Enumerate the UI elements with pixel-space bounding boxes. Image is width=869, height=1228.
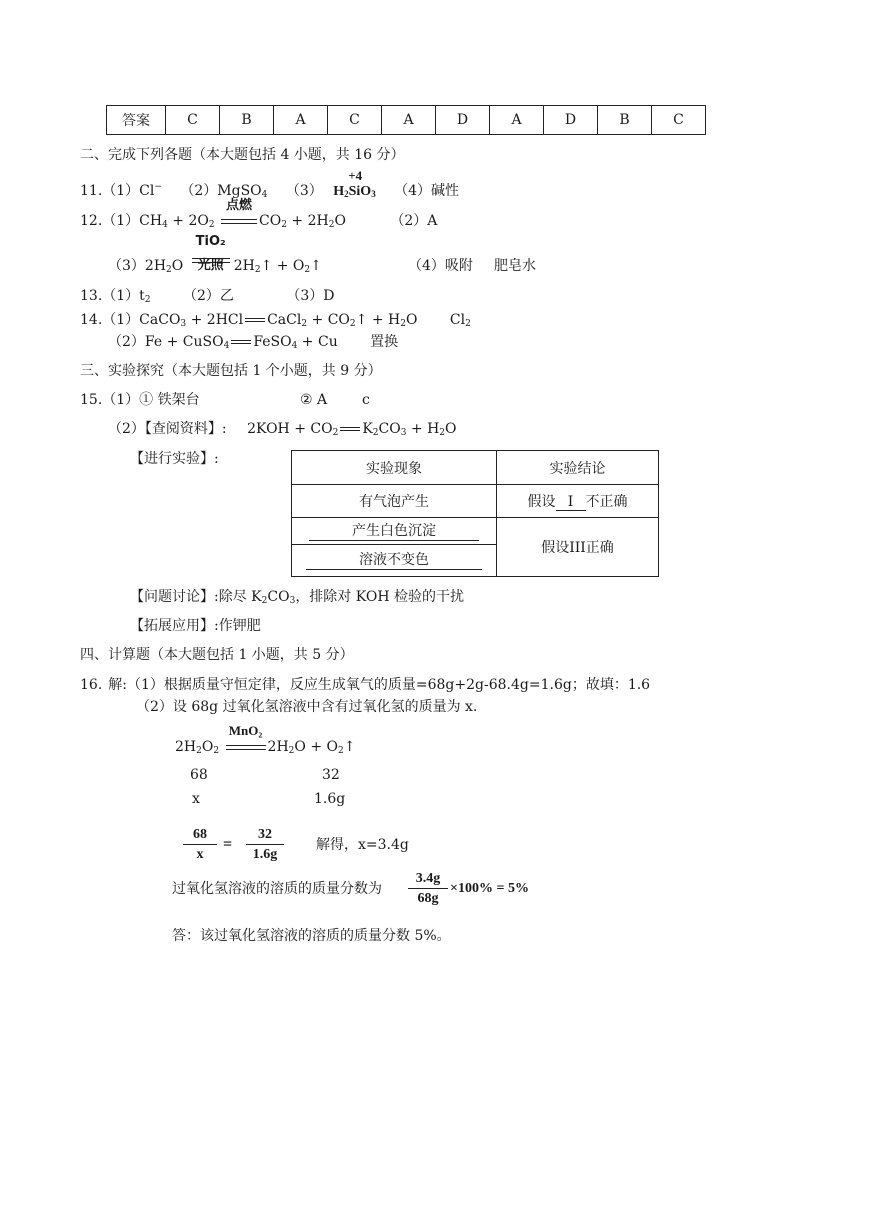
q15-ext-label: 【拓展应用】: [130, 618, 219, 634]
q12-l2-cond-bot: 光照 [197, 258, 224, 273]
experiment-header-conclusion: 实验结论 [497, 451, 659, 485]
answer-cell-5: A [382, 106, 436, 135]
q13-num: 13. [80, 288, 103, 304]
q16-pct-frac [408, 870, 448, 909]
answer-cell-8: D [544, 106, 598, 135]
section4-title: 四、计算题（本大题包括 1 小题，共 5 分） [80, 647, 354, 663]
q14-l1-sub5: 2 [465, 319, 471, 329]
q12-line1 [80, 198, 438, 230]
experiment-r2c1 [292, 518, 497, 545]
q16-eq-eqsign [226, 745, 266, 750]
q14-l1-sub1: 3 [180, 319, 187, 329]
q15-discussion-b: CO [267, 589, 290, 605]
q11-line [80, 168, 460, 201]
experiment-table [291, 450, 659, 577]
q12-l1-eqsign [221, 219, 257, 224]
q14-line2 [108, 333, 398, 351]
q15-l2-sub3: 3 [400, 428, 407, 438]
answer-cell-1: C [166, 106, 220, 135]
q14-l1-f: O [405, 312, 418, 328]
q16-solve: 解得，x=3.4g [316, 837, 409, 853]
q12-l1-b: + 2O [167, 213, 209, 229]
q13-p1-sub: 2 [144, 295, 151, 305]
experiment-r2c1-text: 产生白色沉淀 [309, 522, 479, 541]
q11-p2-sub: 4 [261, 190, 268, 200]
q15-l2-sub4: 2 [439, 428, 446, 438]
q15-discussion-sub2: 3 [289, 596, 296, 606]
q15-line2 [108, 420, 457, 438]
q12-l2-p4: （4）吸附 [408, 258, 473, 274]
q16-pct-tail: ×100% = 5% [450, 881, 529, 896]
answer-cell-10: C [652, 106, 706, 135]
q16-eq-b: O [201, 739, 214, 755]
q15-l2-sub2: 2 [372, 428, 379, 438]
q11-num: 11. [80, 183, 103, 199]
q15-l2-c: K [362, 421, 373, 437]
section3-title: 三、实验探究（本大题包括 1 个小题，共 9 分） [80, 363, 382, 379]
answer-cell-2: B [220, 106, 274, 135]
experiment-header-row [292, 451, 659, 485]
q14-l1-sub3: 2 [349, 319, 356, 329]
q11-formula-sub1: 2 [344, 189, 349, 199]
q16-m1: 68 [190, 767, 208, 783]
q12-l2-a: （3）2H [108, 258, 167, 274]
answer-table [106, 105, 706, 135]
q13-p1: （1）t [102, 288, 145, 304]
q13-p3: （3）D [286, 288, 335, 304]
q15-l2-b: 2KOH + CO [247, 421, 333, 437]
q12-l2-b: O [171, 258, 184, 274]
q16-eq-sub1: 2 [196, 746, 202, 756]
answer-cell-9: B [598, 106, 652, 135]
q11-valence: +4 [348, 168, 363, 183]
q11-p1: （1）Cl [102, 183, 155, 199]
q12-l1-condition [221, 198, 257, 230]
q16-l2: （2）设 68g 过氧化氢溶液中含有过氧化氢的质量为 x. [136, 699, 478, 715]
q13-p2: （2）乙 [183, 288, 234, 304]
q11-formula [333, 168, 376, 201]
q15-discussion-c: ，排除对 KOH 检验的干扰 [295, 589, 464, 605]
section2-title: 二、完成下列各题（本大题包括 4 小题，共 16 分） [80, 147, 405, 163]
q16-eq-e: ↑ [343, 739, 356, 755]
q16-line1 [80, 676, 650, 694]
q11-p3: （3） [285, 183, 323, 199]
q12-l2-e: ↑ [310, 258, 322, 274]
q16-frac1-num: 68 [193, 827, 207, 842]
q15-extension [130, 617, 261, 635]
q16-frac1 [183, 826, 217, 865]
q16-eq-cond-text: MnO₂ [228, 723, 263, 738]
q14-l1-b: + 2HCl [186, 312, 244, 328]
q16-v2: 1.6g [314, 791, 346, 807]
q16-eq-condition [226, 723, 266, 756]
q15-l2-f: O [445, 421, 457, 437]
q16-frac2-num: 32 [258, 827, 272, 842]
q12-l1-a: （1）CH [102, 213, 163, 229]
experiment-r1c2-b: 不正确 [585, 494, 628, 510]
q15-l1-c: c [362, 392, 370, 408]
q16-v1: x [192, 791, 200, 807]
q16-eq-a: 2H [175, 739, 197, 755]
q12-num: 12. [80, 213, 103, 229]
q14-l1-c: CaCl [267, 312, 302, 328]
experiment-r1c2-a: 假设 [527, 494, 556, 510]
q12-l2-sub2: 2 [254, 265, 261, 275]
q14-l2-b: FeSO [253, 334, 292, 350]
q16-pct-num: 3.4g [415, 871, 441, 886]
q16-num: 16. [80, 677, 103, 693]
q14-line1 [80, 311, 471, 329]
q12-l2-condition [192, 234, 230, 275]
q14-l1-sub4: 2 [400, 319, 406, 329]
q14-l1-g: Cl [449, 312, 466, 328]
q12-l2-c: 2H [233, 258, 255, 274]
q14-l2-d: 置换 [370, 334, 399, 350]
q15-l2-a: （2）【查阅资料】: [108, 421, 227, 437]
q16-eq-sub4: 2 [337, 746, 344, 756]
q12-l2-sub1: 2 [166, 265, 172, 275]
q16-m2: 32 [322, 767, 340, 783]
q16-eq-sub2: 2 [213, 746, 220, 756]
q14-l1-d: + CO [307, 312, 350, 328]
q16-frac1-den: x [183, 844, 217, 865]
q14-l2-sub1: 4 [223, 341, 230, 351]
q12-l2-cond-top: TiO₂ [195, 234, 226, 249]
answer-cell-3: A [274, 106, 328, 135]
q12-l1-sub3: 2 [281, 220, 287, 230]
q11-p4: （4）碱性 [394, 183, 460, 199]
experiment-r3c1-text: 溶液不变色 [306, 551, 482, 570]
q16-frac2 [246, 826, 284, 865]
q15-l2-d: CO [378, 421, 401, 437]
q15-discussion-sub1: 2 [261, 596, 268, 606]
q12-l1-p2: （2）A [390, 213, 438, 229]
q12-l1-sub2: 2 [208, 220, 215, 230]
q11-formula-sub2: 3 [371, 189, 376, 199]
q16-answer: 答：该过氧化氢溶液的溶质的质量分数 5%。 [172, 928, 451, 944]
q12-l1-c: CO [259, 213, 282, 229]
q12-l1-d: + 2H [286, 213, 329, 229]
q16-eq-sub3: 2 [288, 746, 295, 756]
answer-cell-6: D [436, 106, 490, 135]
q15-l1-a: （1）① 铁架台 [102, 392, 200, 408]
q14-l2-c: + Cu [297, 334, 338, 350]
q14-l2-a: （2）Fe + CuSO [108, 334, 224, 350]
q15-l1-b: ② A [300, 392, 328, 408]
answer-row [107, 106, 706, 135]
q15-l2-eqsign [340, 427, 360, 431]
q15-discussion [130, 588, 464, 606]
q15-experiment-label: 【进行实验】: [130, 451, 219, 467]
q11-p2: （2）MgSO [180, 183, 262, 199]
q15-num: 15. [80, 392, 103, 408]
q16-eq-c: 2H [267, 739, 289, 755]
q14-l1-sub2: 2 [301, 319, 308, 329]
q12-line2 [108, 234, 322, 275]
q14-l1-e: ↑ + H [355, 312, 401, 328]
q14-l1-a: （1）CaCO [102, 312, 181, 328]
q12-l1-sub4: 2 [328, 220, 335, 230]
q16-frac2-den: 1.6g [246, 844, 284, 865]
q14-l2-eqsign [231, 340, 251, 344]
q12-l2-sub3: 2 [304, 265, 311, 275]
experiment-row [292, 518, 659, 545]
experiment-r1c1: 有气泡产生 [292, 485, 497, 518]
answer-cell-4: C [328, 106, 382, 135]
q16-frac-eq: = [223, 836, 233, 853]
experiment-row [292, 485, 659, 518]
q13-line [80, 287, 335, 305]
q14-num: 14. [80, 312, 103, 328]
q15-discussion-label: 【问题讨论】: [130, 589, 219, 605]
q12-l1-e: O [334, 213, 346, 229]
q15-l2-e: + H [406, 421, 440, 437]
q12-l1-cond-text: 点燃 [226, 198, 253, 213]
experiment-header-phenomenon: 实验现象 [292, 451, 497, 485]
experiment-r23c2: 假设III正确 [497, 518, 659, 577]
q16-equation [175, 723, 356, 756]
answer-cell-7: A [490, 106, 544, 135]
q16-eq-d: O + O [294, 739, 338, 755]
experiment-r1c2-blank: I [556, 494, 586, 511]
q11-p1-sup: − [154, 182, 162, 192]
q14-l1-eqsign [245, 318, 265, 322]
experiment-r1c2 [497, 485, 659, 518]
q12-l2-d: ↑ + O [260, 258, 305, 274]
answer-header: 答案 [107, 106, 166, 135]
q12-l1-sub1: 4 [162, 220, 168, 230]
q15-discussion-a: 除尽 K [218, 589, 262, 605]
q16-pct-den: 68g [408, 888, 448, 909]
experiment-r3c1 [292, 545, 497, 577]
q11-formula-b: SiO [348, 184, 372, 199]
q12-l2-p4b: 肥皂水 [494, 258, 536, 274]
q16-l1: 解:（1）根据质量守恒定律，反应生成氧气的质量=68g+2g-68.4g=1.6g；故填：1.6 [108, 677, 651, 693]
q14-l2-sub2: 4 [291, 341, 298, 351]
q15-l2-sub1: 2 [332, 428, 339, 438]
q16-pct-text: 过氧化氢溶液的溶质的质量分数为 [172, 881, 382, 897]
q15-ext-text: 作钾肥 [218, 618, 261, 634]
q11-formula-a: H [333, 184, 345, 199]
q15-line1 [80, 391, 200, 409]
